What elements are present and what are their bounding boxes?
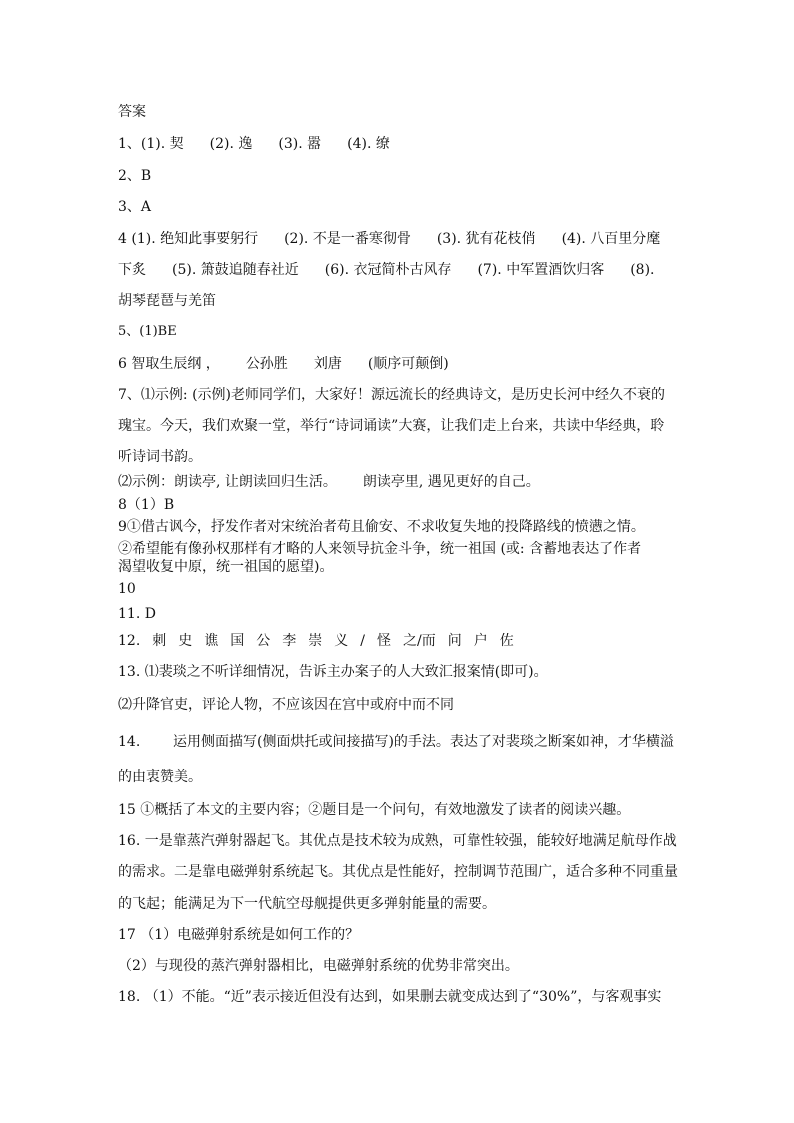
q17-line-2: （2）与现役的蒸汽弹射器相比，电磁弹射系统的优势非常突出。 — [118, 958, 519, 974]
q16-line-1: 16. 一是靠蒸汽弹射器起飞。其优点是技术较为成熟，可靠性较强，能较好地满足航母作战 — [118, 833, 677, 849]
q12-char: 之/而 — [402, 633, 436, 649]
q4-item: (7). 中军置酒饮归客 — [477, 262, 605, 278]
q12-char: 公 — [256, 633, 271, 649]
q2-line: 2、B — [118, 168, 152, 184]
q4-line-2 — [118, 262, 678, 278]
q12-char: 李 — [282, 633, 297, 649]
q9-line-2: ②希望能有像孙权那样有才略的人来领导抗金斗争，统一祖国 (或: 含蓄地表达了作者 — [118, 541, 642, 557]
q12-char: 问 — [447, 633, 462, 649]
q12-line — [118, 633, 678, 649]
q4-line-3: 胡琴琵琶与羌笛 — [118, 293, 216, 309]
q7-line-4 — [118, 474, 678, 490]
q12-char: 佐 — [499, 633, 514, 649]
q7-example: ⑵示例：朗读亭, 让朗读回归生活。 — [118, 474, 337, 490]
q17-line-1: 17 （1）电磁弹射系统是如何工作的？ — [118, 927, 360, 943]
q12-char: 刺 — [152, 633, 167, 649]
q14-line-2: 的由衷赞美。 — [118, 769, 202, 785]
q12-char: 户 — [473, 633, 488, 649]
q4-item: (3). 犹有花枝俏 — [436, 231, 536, 247]
q7-line-3: 听诗词书韵。 — [118, 449, 202, 465]
q9-line-1: 9①借古讽今，抒发作者对宋统治者苟且偷安、不求收复失地的投降路线的愤懑之情。 — [118, 519, 645, 535]
q18-line: 18. （1）不能。“近”表示接近但没有达到，如果删去就变成达到了“30%”，与客观事实 — [118, 989, 662, 1005]
q3-line: 3、A — [118, 199, 152, 215]
q15-line: 15 ①概括了本文的主要内容；②题目是一个问句，有效地激发了读者的阅读兴趣。 — [118, 802, 631, 818]
q12-char: 谯 — [204, 633, 219, 649]
q4-item: (4). 八百里分麾 — [561, 231, 661, 247]
q12-char: / — [360, 633, 365, 649]
q14-text: 运用侧面描写(侧面烘托或间接描写)的手法。表达了对裴琰之断案如神，才华横溢 — [173, 734, 674, 750]
q1-number: 1、 — [118, 136, 141, 152]
q9-line-3: 渴望收复中原，统一祖国的愿望)。 — [118, 559, 334, 575]
q4-item: (8). — [630, 262, 655, 278]
q1-item: (3). 嚣 — [278, 136, 322, 152]
q1-item: (2). 逸 — [209, 136, 253, 152]
q13-line-2: ⑵升降官吏，评论人物，不应该因在宫中或府中而不同 — [118, 697, 454, 713]
q6-item: (顺序可颠倒) — [367, 356, 449, 372]
q1-item: (1). 契 — [140, 136, 184, 152]
q12-char: 怪 — [376, 633, 391, 649]
q6-item: 刘唐 — [313, 356, 342, 372]
q7-example: 朗读亭里, 遇见更好的自己。 — [362, 474, 540, 490]
q4-item: 下炙 — [118, 262, 146, 278]
q1-item: (4). 缭 — [347, 136, 390, 152]
q12-char: 崇 — [308, 633, 323, 649]
q11-line: 11. D — [118, 606, 156, 622]
q6-line — [118, 356, 678, 372]
q13-line-1: 13. ⑴裴琰之不听详细情况，告诉主办案子的人大致汇报案情(即可)。 — [118, 664, 548, 680]
q5-line: 5、(1)BE — [118, 324, 177, 339]
q10-line: 10 — [118, 581, 136, 597]
q12-char: 12. — [118, 633, 141, 649]
q4-item: 4 (1). 绝知此事要躬行 — [118, 231, 259, 247]
q6-item: 6 智取生辰纲 ， — [118, 356, 220, 372]
q16-line-2: 的需求。二是靠电磁弹射系统起飞。其优点是性能好，控制调节范围广，适合多种不同重量 — [118, 864, 678, 880]
q14-number: 14. — [118, 734, 141, 750]
q1-line — [118, 136, 678, 152]
q8-line: 8（1）B — [118, 497, 175, 513]
q4-item: (6). 衣冠简朴古风存 — [324, 262, 452, 278]
q12-char: 义 — [334, 633, 349, 649]
q4-line-1 — [118, 231, 678, 247]
q12-char: 国 — [230, 633, 245, 649]
answer-title: 答案 — [118, 104, 146, 120]
q4-item: (5). 箫鼓追随春社近 — [172, 262, 299, 278]
q7-line-2: 瑰宝。今天，我们欢聚一堂，举行“诗词诵读”大赛，让我们走上台来，共读中华经典，聆 — [118, 418, 665, 434]
q6-item: 公孙胜 — [245, 356, 288, 372]
q12-char: 史 — [178, 633, 193, 649]
q4-item: (2). 不是一番寒彻骨 — [284, 231, 411, 247]
q16-line-3: 的飞起；能满足为下一代航空母舰提供更多弹射能量的需要。 — [118, 896, 496, 912]
q14-line-1 — [118, 734, 678, 750]
q7-line-1: 7、⑴示例: (示例)老师同学们，大家好！源远流长的经典诗文，是历史长河中经久不衰的 — [118, 387, 665, 403]
